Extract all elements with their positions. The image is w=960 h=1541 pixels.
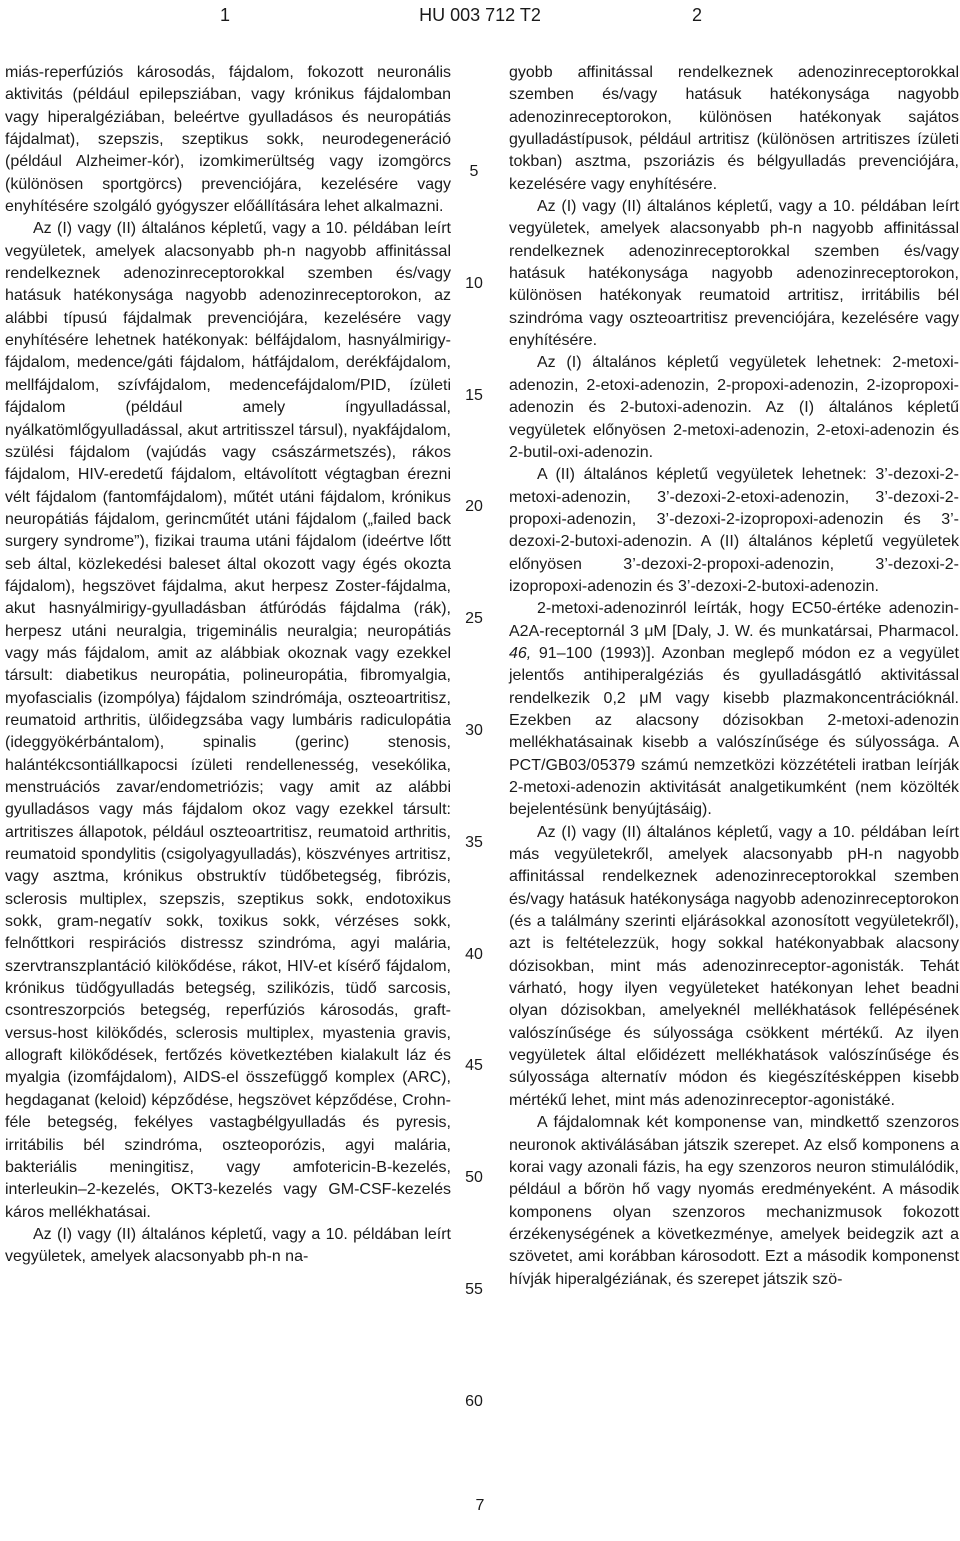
patent-number: HU 003 712 T2 [419, 5, 541, 25]
paragraph-5-text-a: 2-metoxi-adenozinról leírták, hogy EC50-értéke adenozin-A2A-receptornál 3 μM [Daly, J. W. és munkatársai, Pharmacol. [509, 600, 959, 640]
right-paragraph-1: gyobb affinitással rendelkeznek adenozinreceptorokkal szemben és/vagy hatásuk hatékonysága nagyobb adenozinreceptorokon, különösen hatékonyak sajátos gyulladástípusok, például artritisz (különösen artritiszes ízületi tokban) asztma, pszoriázis és bélgyulladás prevenciójára, kezelésére vagy enyhítésére. [509, 64, 959, 193]
line-number: 50 [465, 1169, 483, 1186]
line-number: 45 [465, 1057, 483, 1074]
right-page-number: 2 [692, 5, 703, 25]
line-number: 15 [465, 387, 483, 404]
right-paragraph-6: Az (I) vagy (II) általános képletű, vagy a 10. példában leírt más vegyületekről, amelyek alacsonyabb pH-n nagyobb affinitással rendelkeznek adenozinreceptorokkal szemben és/vagy hatásuk hatékonysága nagyobb adenozinreceptorokon (és a találmány szerinti eljárásokkal azonosított vegyületekről), azt is feltételezzük, hogy sokkal hatékonyabbak alacsony dózisokban, mint más adenozinreceptor-agonisták. Tehát várható, hogy ilyen vegyületeket hatékonyan lehet beadni olyan dózisokban, amelyeknél mellékhatások fellépésének valószínűsége és súlyossága csökkent mértékű. Az ilyen vegyületek által előidézett mellékhatások valószínűsége és súlyossága alternatív módon és kiegészítésképpen kisebb mértékű lehet, mint más adenozinreceptor-agonistáké. [509, 823, 959, 1109]
line-number: 10 [465, 275, 483, 292]
left-paragraph-2: Az (I) vagy (II) általános képletű, vagy a 10. példában leírt vegyületek, amelyek alacsonyabb ph-n nagyobb affinitással rendelkeznek adenozinreceptorokkal szemben és/vagy hatásuk hatékonysága nagyobb adenozinreceptorokon, az alábbi típusú fájdalmak prevenciójára, kezelésére vagy enyhítésére lehetnek hatékonyak: bélfájdalom, hasnyálmirigy-fájdalom, medence/gáti fájdalom, hátfájdalom, derékfájdalom, mellfájdalom, szívfájdalom, medencefájdalom/PID, ízületi fájdalom (például amely íngyulladással, nyálkatömlőgyulladással, akut artritisszel társul), nyakfájdalom, szülési fájdalom (vajúdás vagy császármetszés), rákos fájdalom, HIV-eredetű fájdalom, eltávolított végtagban érezni vélt fájdalom (fantomfájdalom), műtét utáni fájdalom, krónikus neuropátiás fájdalom, gerincműtét utáni fájdalom („failed back surgery syndrome”), fizikai trauma utáni fájdalom (ideértve lőtt seb által, közlekedési baleset által okozott vagy égés okozta fájdalom), hegszövet fájdalma, akut herpesz Zoster-fájdalma, akut hasnyálmirigy-gyulladásban átfúródás fájdalma (rák), herpesz utáni neuralgia, trigeminális neuralgia; neuropátiás vagy más fájdalom, amit az alábbiak okoznak vagy ezekkel társult: diabetikus neuropátia, polineuropátia, fibromyalgia, myofascialis (izompólya) fájdalom szindrómája, oszteoartritisz, reumatoid arthritis, ülőidegzsába vagy lumbáris radiculopátia (ideggyökérbántalom), spinalis (gerinc) stenosis, halántékcsontiállkapocsi ízületi rendellenesség, vesekólika, menstruációs zavar/endometriózis; vagy amit az alábbi gyulladásos vagy más fájdalom okoz vagy ezekkel társult: artritiszes állapotok, például oszteoartritisz, reumatoid arthritis, reumatoid spondylitis (csigolyagyulladás), köszvényes artritisz, vagy asztma, krónikus obstruktív tüdőbetegség, fibrózis, sclerosis multiplex, szepszis, szeptikus sokk, endotoxikus sokk, gram-negatív sokk, toxikus sokk, vérzéses sokk, felnőttkori respirációs distressz szindróma, agyi malária, szervtranszplantáció kilökődése, rákot, HIV-et kísérő fájdalom, krónikus tüdőgyulladás betegség, szilikózis, tüdő sarcosis, csontreszorpciós betegség, reperfúziós károsodás, graft-versus-host kilökődés, sclerosis multiplex, myastenia gravis, allograft kilökődések, fertőzés következtében kialakult láz és myalgia (izomfájdalom), AIDS-el összefüggő komplex (ARC), hegdaganat (keloid) képződése, hegszövet képződése, Crohn-féle betegség, fekélyes vastagbélgyulladás és pyresis, irritábilis bél szindróma, oszteoporózis, agyi malária, bakteriális meningitisz, vagy amfotericin-B-kezelés, interleukin–2-kezelés, OKT3-kezelés vagy GM-CSF-kezelés káros mellékhatásai. [5, 220, 451, 1221]
right-paragraph-3: Az (I) általános képletű vegyületek lehetnek: 2-metoxi-adenozin, 2-etoxi-adenozin, 2-propoxi-adenozin, 2-izopropoxi-adenozin és 2-butoxi-adenozin. Az (I) általános képletű vegyületek előnyösen 2-metoxi-adenozin, 2-etoxi-adenozin és 2-butil-oxi-adenozin. [509, 354, 959, 461]
line-number: 5 [469, 163, 479, 180]
line-number: 40 [465, 946, 483, 963]
right-column [509, 62, 959, 1291]
footer-page-number: 7 [475, 1497, 485, 1514]
right-paragraph-2: Az (I) vagy (II) általános képletű, vagy a 10. példában leírt vegyületek, amelyek alacsonyabb ph-n nagyobb affinitással rendelkeznek adenozinreceptorokkal szemben és/vagy hatásuk hatékonysága nagyobb adenozinreceptorokon, különösen hatékonyak reumatoid artritisz, irritábilis bél szindróma vagy oszteoartritisz prevenciójára, kezelésére vagy enyhítésére. [509, 198, 959, 350]
right-paragraph-5 [509, 598, 959, 821]
left-page-number: 1 [220, 5, 231, 25]
line-number: 60 [465, 1393, 483, 1410]
line-number: 20 [465, 498, 483, 515]
line-number: 55 [465, 1281, 483, 1298]
left-column [5, 62, 451, 1269]
paragraph-5-text-b: 91–100 (1993)]. Azonban meglepő módon ez a vegyület jelentős antihiperalgéziás és gyulladásgátló aktivitással rendelkezik 0,2 μM vagy kisebb plazmakoncentrációknál. Ezekben az alacsony dózisokban 2-metoxi-adenozin mellékhatásainak kisebb a valószínűsége és súlyossága. A PCT/GB03/05379 számú nemzetközi közzétételi iratban leírják 2-metoxi-adenozin aktivitását analgetikumként (nem közölték bejelentésünk benyújtásáig). [509, 644, 959, 819]
line-number: 25 [465, 610, 483, 627]
line-number: 30 [465, 722, 483, 739]
left-paragraph-3: Az (I) vagy (II) általános képletű, vagy a 10. példában leírt vegyületek, amelyek alacsonyabb ph-n na- [5, 1225, 451, 1266]
right-paragraph-4: A (II) általános képletű vegyületek lehetnek: 3’-dezoxi-2-metoxi-adenozin, 3’-dezoxi-2-etoxi-adenozin, 3’-dezoxi-2-propoxi-adenozin, 3’-dezoxi-2-izopropoxi-adenozin és 3’-dezoxi-2-butoxi-adenozin. A (II) általános képletű vegyületek előnyösen 3’-dezoxi-2-propoxi-adenozin, 3’-dezoxi-2-izopropoxi-adenozin és 3’-dezoxi-2-butoxi-adenozin. [509, 466, 959, 595]
right-paragraph-7: A fájdalomnak két komponense van, mindkettő szenzoros neuronok aktiválásában játszik szerepet. Az első komponens a korai vagy azonali fázis, ha egy szenzoros neuron stimulálódik, például a bőrön hő vagy nyomás eredményeként. A második komponens olyan szenzoros mechanizmusok fokozott érzékenységének a következménye, amelyek beidegzik azt a szövetet, ami korábban károsodott. Ezt a második komponenst hívják hiperalgéziának, és szerepet játszik szö- [509, 1114, 959, 1288]
line-number: 35 [465, 834, 483, 851]
journal-volume: 46, [509, 644, 532, 662]
left-paragraph-1: miás-reperfúziós károsodás, fájdalom, fokozott neuronális aktivitás (például epilepsziában, vagy krónikus fájdalomban vagy hiperalgéziában, beleértve gyulladásos és neuropátiás fájdalmat), szepszis, szeptikus sokk, neurodegeneráció (például Alzheimer-kór), izomkimerültség vagy izomgörcs (különösen sportgörcs) prevenciójára, kezelésére vagy enyhítésére szolgáló gyógyszer előállítására lehet alkalmazni. [5, 64, 451, 216]
